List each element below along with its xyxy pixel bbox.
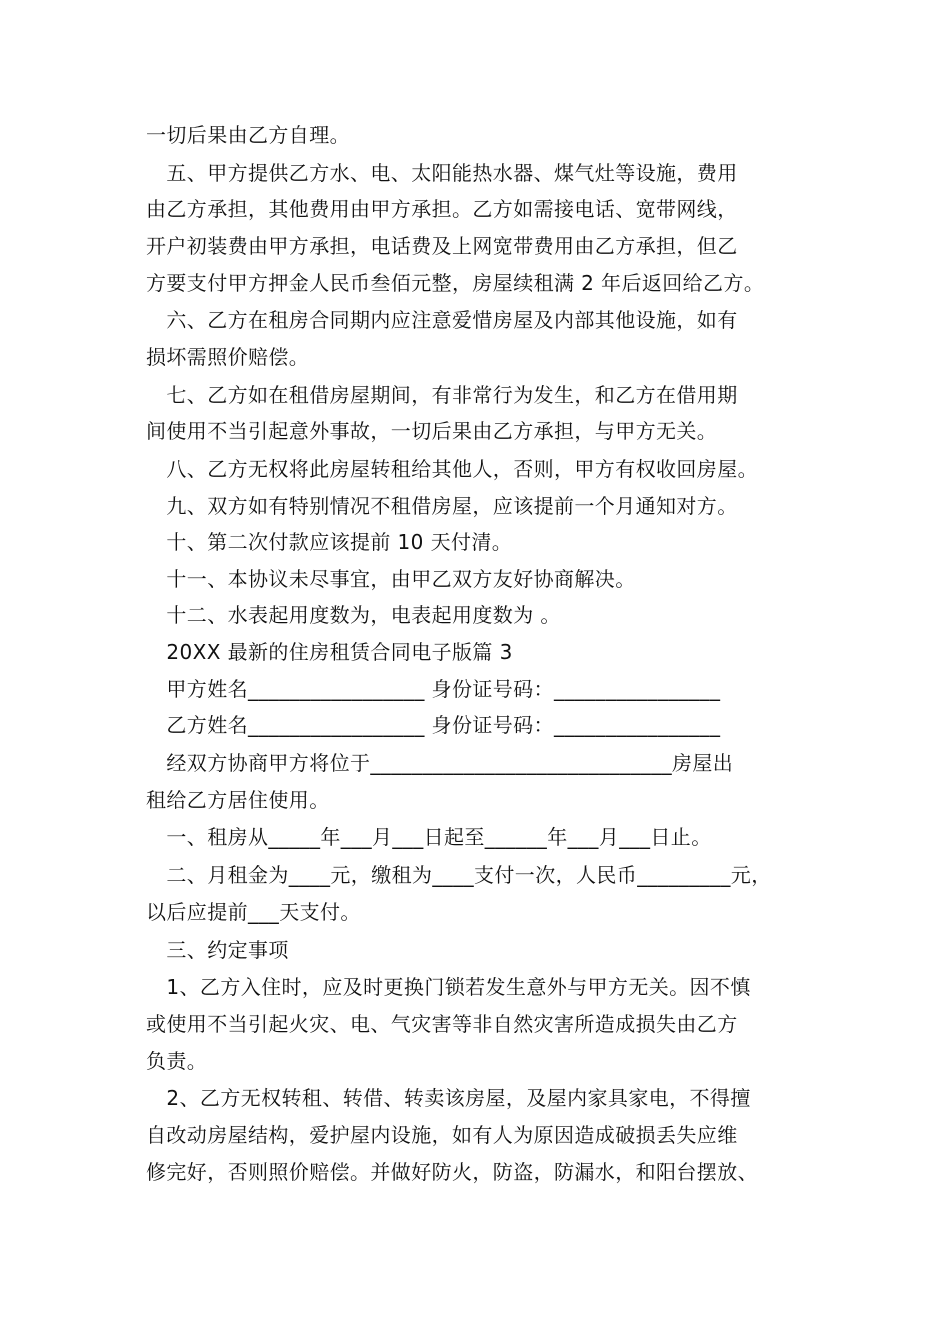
text-line: 十、第二次付款应该提前 10 天付清。: [146, 530, 513, 555]
document-page: [146, 117, 818, 1190]
text-line: 七、乙方如在租借房屋期间，有非常行为发生，和乙方在借用期: [146, 382, 738, 407]
text-line: 自改动房屋结构，爱护屋内设施，如有人为原因造成破损丢失应维: [146, 1122, 738, 1147]
text-line: 二、月租金为____元，缴租为____支付一次，人民币_________元，: [146, 863, 772, 888]
text-line: 间使用不当引起意外事故，一切后果由乙方承担，与甲方无关。: [146, 419, 718, 444]
text-line: 损坏需照价赔偿。: [146, 344, 310, 369]
text-line: 1、乙方入住时，应及时更换门锁若发生意外与甲方无关。因不慎: [146, 975, 751, 1000]
text-line: 负责。: [146, 1048, 208, 1073]
text-line: 租给乙方居住使用。: [146, 787, 330, 812]
text-line: 九、双方如有特别情况不租借房屋，应该提前一个月通知对方。: [146, 493, 738, 518]
text-line: 以后应提前___天支付。: [146, 899, 361, 924]
text-line: 乙方姓名_________________ 身份证号码：________________: [146, 713, 721, 738]
text-line: 八、乙方无权将此房屋转租给其他人，否则，甲方有权收回房屋。: [146, 457, 758, 482]
text-line: 一切后果由乙方自理。: [146, 123, 350, 147]
text-line: 经双方协商甲方将位于_____________________________房屋出: [146, 751, 734, 776]
text-line: 十二、水表起用度数为，电表起用度数为 。: [146, 603, 561, 628]
text-line: 一、租房从_____年___月___日起至______年___月___日止。: [146, 825, 712, 850]
text-line: 开户初装费由甲方承担，电话费及上网宽带费用由乙方承担，但乙: [146, 233, 738, 258]
text-line: 2、乙方无权转租、转借、转卖该房屋，及屋内家具家电，不得擅: [146, 1086, 751, 1111]
text-line: 或使用不当引起火灾、电、气灾害等非自然灾害所造成损失由乙方: [146, 1011, 738, 1036]
text-line: 五、甲方提供乙方水、电、太阳能热水器、煤气灶等设施，费用: [146, 160, 738, 185]
section-heading: 20XX 最新的住房租赁合同电子版篇 3: [146, 640, 513, 665]
text-line: 三、约定事项: [146, 937, 289, 962]
text-line: 甲方姓名_________________ 身份证号码：________________: [146, 676, 721, 701]
text-line: 方要支付甲方押金人民币叁佰元整，房屋续租满 2 年后返回给乙方。: [146, 270, 765, 295]
text-line: 修完好，否则照价赔偿。并做好防火，防盗，防漏水，和阳台摆放、: [146, 1159, 758, 1184]
text-line: 六、乙方在租房合同期内应注意爱惜房屋及内部其他设施，如有: [146, 308, 738, 333]
text-line: 十一、本协议未尽事宜，由甲乙双方友好协商解决。: [146, 566, 636, 591]
text-line: 由乙方承担，其他费用由甲方承担。乙方如需接电话、宽带网线，: [146, 197, 738, 222]
